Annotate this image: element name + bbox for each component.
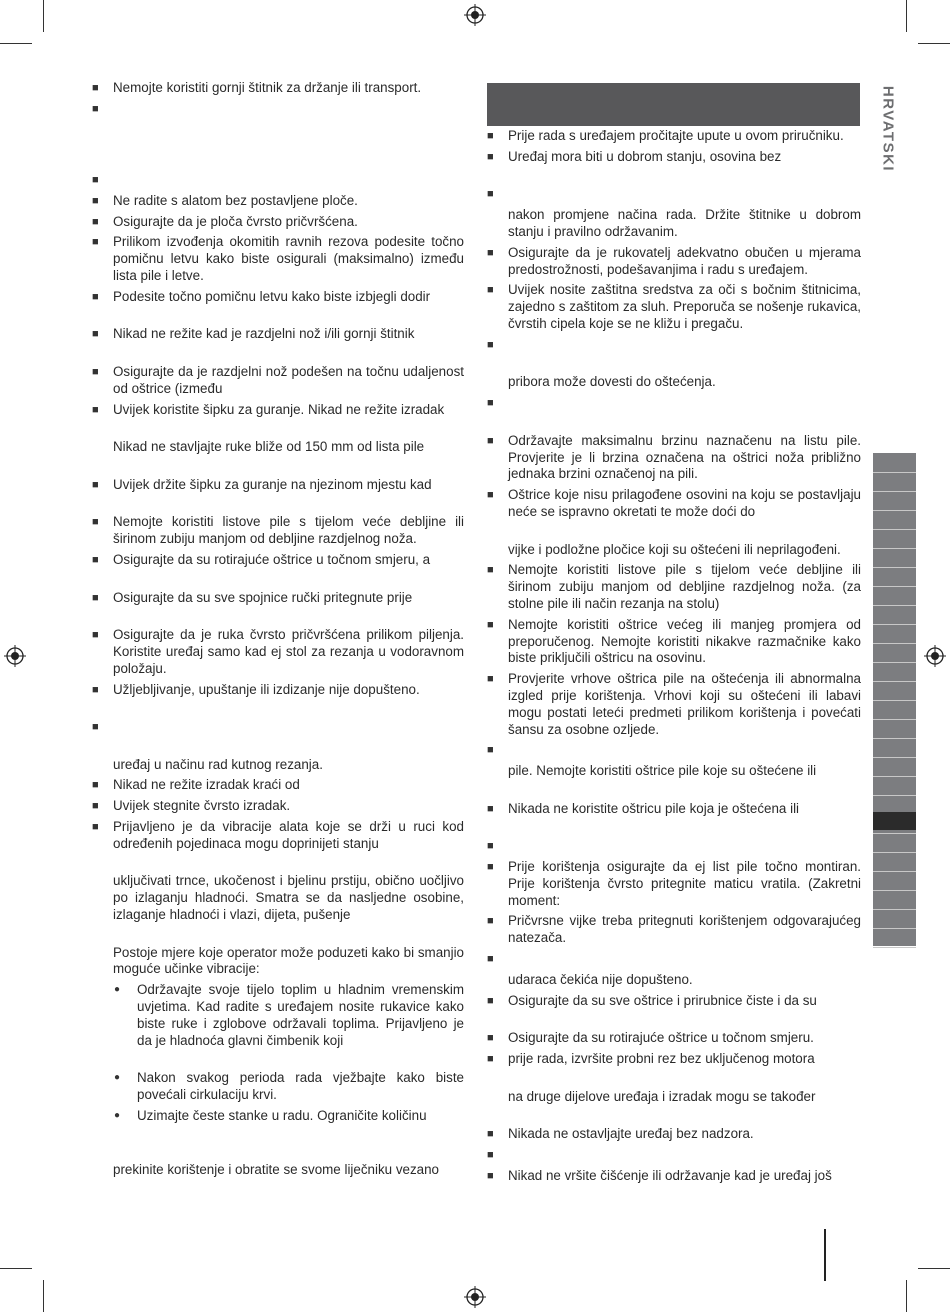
paragraph: na druge dijelove uređaja i izradak mogu se također	[508, 1088, 816, 1104]
bullet-text: Ne radite s alatom bez postavljene ploče.	[113, 192, 358, 208]
left-text-column	[92, 80, 464, 1183]
language-tab	[868, 84, 908, 174]
bullet-item	[487, 838, 861, 855]
bullet-item	[92, 80, 464, 97]
bullet-text: Prijavljeno je da vibracije alata koje se drži u ruci kod određenih pojedinaca mogu doprinijeti stanju	[113, 819, 464, 851]
square-bullet-icon: ■	[487, 618, 494, 631]
section-header-bar	[487, 83, 860, 126]
spacer	[92, 573, 464, 590]
bullet-text: Uređaj mora biti u dobrom stanju, osovina bez	[508, 148, 782, 164]
bullet-text: Podesite točno pomičnu letvu kako biste izbjegli dodir	[113, 288, 431, 304]
bullet-item	[92, 402, 464, 419]
spacer	[92, 740, 464, 757]
bullet-text: Prije rada s uređajem pročitajte upute u ovom priručniku.	[508, 128, 844, 143]
bullet-item	[92, 627, 464, 677]
tab-divider	[873, 624, 916, 625]
square-bullet-icon: ■	[487, 861, 494, 874]
square-bullet-icon: ■	[92, 800, 99, 813]
bullet-item	[92, 719, 464, 736]
bullet-text: Pričvrsne vijke treba pritegnuti korištenjem odgovarajućeg natezača.	[508, 913, 861, 946]
bullet-text: Osigurajte da je ploča čvrsto pričvršćena.	[113, 213, 358, 229]
bullet-text: Nikad ne vršite čišćenje ili održavanje kad je uređaj još	[508, 1167, 832, 1183]
bullet-item	[487, 1147, 861, 1164]
bullet-text: Uvijek stegnite čvrsto izradak.	[113, 798, 291, 814]
bullet-text: Održavajte maksimalnu brzinu naznačenu na listu pile. Provjerite je li brzina označena na oštrici noža približno jednaka brzini označenoj na pili.	[508, 432, 861, 482]
tab-divider	[873, 795, 916, 796]
bullet-text: Osigurajte da je ruka čvrsto pričvršćena prilikom piljenja. Koristite uređaj samo kad ej stol za rezanja u vodoravnom položaju.	[113, 627, 464, 676]
tab-divider	[873, 510, 916, 511]
square-bullet-icon: ■	[92, 403, 99, 416]
paragraph: vijke i podložne pločice koji su oštećeni ili neprilagođeni.	[508, 541, 841, 557]
square-bullet-icon: ■	[487, 246, 494, 259]
crop-mark	[906, 1280, 907, 1312]
spacer	[92, 610, 464, 627]
square-bullet-icon: ■	[487, 434, 494, 447]
paragraph: nakon promjene načina rada. Držite štitnike u dobrom stanju i pravilno održavanim.	[508, 207, 861, 239]
bullet-item	[487, 951, 861, 968]
bullet-item	[487, 859, 861, 909]
bullet-item	[92, 477, 464, 494]
bullet-item	[92, 682, 464, 699]
square-bullet-icon: ■	[92, 102, 99, 115]
square-bullet-icon: ■	[92, 779, 99, 792]
paragraph: udaraca čekića nije dopušteno.	[508, 971, 693, 987]
bullet-item	[487, 337, 861, 354]
square-bullet-icon: ■	[487, 744, 494, 757]
round-bullet-icon: ●	[114, 1072, 121, 1084]
bullet-text: Uvijek držite šipku za guranje na njezinom mjestu kad	[113, 476, 432, 492]
bullet-text: Provjerite vrhove oštrica pile na oštećenja ili abnormalna izgled prije korištenja. Vrhovi koji su oštećeni ili labavi mogu postati leteći predmeti prilikom korištenja i povećati šansu za osobne ozljede.	[508, 671, 861, 737]
tab-divider	[873, 548, 916, 549]
spacer	[92, 702, 464, 719]
spacer	[487, 784, 861, 801]
bullet-text: Nikada ne ostavljajte uređaj bez nadzora.	[508, 1126, 754, 1142]
spacer	[487, 821, 861, 838]
spacer	[92, 857, 464, 874]
bullet-item	[92, 819, 464, 853]
tab-divider	[873, 833, 916, 834]
tab-divider	[873, 700, 916, 701]
square-bullet-icon: ■	[487, 1032, 494, 1045]
bullet-text: Nikada ne koristite oštricu pile koja je oštećena ili	[508, 800, 800, 816]
square-bullet-icon: ■	[487, 1149, 494, 1162]
bullet-item	[487, 1126, 861, 1143]
tab-divider	[873, 757, 916, 758]
square-bullet-icon: ■	[92, 553, 99, 566]
crop-mark	[43, 0, 44, 32]
square-bullet-icon: ■	[92, 821, 99, 834]
tab-divider	[873, 928, 916, 929]
tab-divider	[873, 472, 916, 473]
bullet-item	[92, 234, 464, 284]
bullet-item	[487, 245, 861, 279]
bullet-item	[487, 1030, 861, 1047]
square-bullet-icon: ■	[92, 173, 99, 186]
bullet-item	[487, 671, 861, 738]
spacer	[487, 1013, 861, 1030]
crop-mark	[906, 0, 907, 32]
square-bullet-icon: ■	[487, 1053, 494, 1066]
square-bullet-icon: ■	[92, 290, 99, 303]
paragraph: uređaj u načinu rad kutnog rezanja.	[113, 756, 323, 772]
bullet-item	[487, 562, 861, 612]
registration-mark-icon	[4, 645, 26, 667]
bullet-item	[487, 149, 861, 166]
bullet-text: Nakon svakog perioda rada vježbajte kako biste povećali cirkulaciju krvi.	[137, 1070, 464, 1103]
bullet-item	[92, 514, 464, 548]
tab-divider	[873, 586, 916, 587]
square-bullet-icon: ■	[487, 1169, 494, 1182]
registration-mark-icon	[924, 645, 946, 667]
bullet-item	[92, 590, 464, 607]
square-bullet-icon: ■	[487, 150, 494, 163]
bullet-text: Prije korištenja osigurajte da ej list pile točno montiran. Prije korištenja čvrsto pritegnite maticu vratila. (Zakretni moment:	[508, 859, 861, 908]
bullet-text: prije rada, izvršite probni rez bez uključenog motora	[508, 1051, 815, 1067]
square-bullet-icon: ■	[92, 365, 99, 378]
bullet-text: Uvijek koristite šipku za guranje. Nikad ne režite izradak	[113, 401, 445, 417]
bullet-item	[487, 395, 861, 412]
bullet-text: Osigurajte da su rotirajuće oštrice u točnom smjeru.	[508, 1030, 814, 1046]
right-text-column	[487, 128, 861, 1189]
spacer	[92, 347, 464, 364]
tab-divider	[873, 567, 916, 568]
bullet-text: Održavajte svoje tijelo toplim u hladnim vremenskim uvjetima. Kad radite s uređajem nosite rukavice kako biste ruke i zglobove održavali toplima. Prijavljeno je da je hladnoća glavni čimbenik koji	[137, 982, 464, 1048]
square-bullet-icon: ■	[487, 188, 494, 201]
sub-bullet-item	[92, 982, 464, 1049]
square-bullet-icon: ■	[92, 629, 99, 642]
square-bullet-icon: ■	[92, 516, 99, 529]
bullet-item	[487, 617, 861, 667]
square-bullet-icon: ■	[92, 721, 99, 734]
square-bullet-icon: ■	[487, 489, 494, 502]
square-bullet-icon: ■	[92, 194, 99, 207]
tab-divider	[873, 662, 916, 663]
bullet-text: Nemojte koristiti listove pile s tijelom veće debljine ili širinom zubiju manjom od debljine razdjelnog noža.	[113, 514, 464, 547]
bullet-text: Uvijek nosite zaštitna sredstva za oči s bočnim štitnicima, zajedno s zaštitom za sluh. Preporuča se nošenje rukavica, čvrstih cipela koje se ne kližu i pregaču.	[508, 282, 861, 331]
tab-divider	[873, 852, 916, 853]
bullet-item	[487, 742, 861, 759]
tab-divider	[873, 643, 916, 644]
square-bullet-icon: ■	[487, 953, 494, 966]
bullet-item	[487, 433, 861, 483]
bullet-item	[487, 128, 861, 145]
square-bullet-icon: ■	[487, 564, 494, 577]
tab-divider	[873, 719, 916, 720]
bullet-text: Uzimajte česte stanke u radu. Ograničite količinu	[137, 1107, 427, 1123]
spacer	[487, 1109, 861, 1126]
tab-divider	[873, 681, 916, 682]
bullet-item	[487, 282, 861, 332]
spacer	[92, 460, 464, 477]
tab-divider	[873, 738, 916, 739]
square-bullet-icon: ■	[92, 683, 99, 696]
crop-mark	[918, 1268, 950, 1269]
bullet-text: Prilikom izvođenja okomitih ravnih rezova podesite točno pomičnu letvu kako biste osigurali (maksimalno) između lista pile i letve.	[113, 234, 464, 283]
bullet-item	[487, 487, 861, 521]
bullet-item	[487, 1168, 861, 1185]
square-bullet-icon: ■	[92, 591, 99, 604]
bullet-text: Osigurajte da je razdjelni nož podešen na točnu udaljenost od oštrice (između	[113, 363, 464, 396]
square-bullet-icon: ■	[487, 915, 494, 928]
round-bullet-icon: ●	[114, 1109, 121, 1121]
bullet-text: Osigurajte da su sve spojnice ručki pritegnute prije	[113, 589, 413, 605]
spacer	[92, 122, 464, 172]
spacer	[487, 416, 861, 433]
bullet-item	[92, 552, 464, 569]
bullet-item	[92, 777, 464, 794]
bullet-text: Osigurajte da su sve oštrice i prirubnice čiste i da su	[508, 992, 817, 1008]
bullet-item	[487, 801, 861, 818]
bullet-text: Nemojte koristiti listove pile s tijelom veće debljine ili širinom zubiju manjom od debljine razdjelnog noža. (za stolne pile ili način rezanja na stolu)	[508, 562, 861, 611]
tab-divider	[873, 491, 916, 492]
crop-mark	[918, 43, 950, 44]
square-bullet-icon: ■	[92, 236, 99, 249]
bullet-text: Osigurajte da su rotirajuće oštrice u točnom smjeru, a	[113, 551, 431, 567]
bullet-item	[92, 172, 464, 189]
bullet-item	[487, 993, 861, 1010]
registration-mark-icon	[464, 1286, 486, 1308]
spacer	[487, 358, 861, 375]
square-bullet-icon: ■	[487, 130, 494, 142]
square-bullet-icon: ■	[487, 338, 494, 351]
sub-bullet-item	[92, 1070, 464, 1104]
bullet-text: Nemojte koristiti gornji štitnik za držanje ili transport.	[113, 80, 422, 95]
crop-mark	[0, 1268, 32, 1269]
spacer	[92, 1053, 464, 1070]
paragraph: uključivati trnce, ukočenost i bjelinu prstiju, obično uočljivo po izlaganju hladnoći. Smatra se da nasljedne osobine, izlaganje hladnoći i vlazi, dijeta, pušenje	[113, 873, 464, 923]
bullet-item	[92, 364, 464, 398]
square-bullet-icon: ■	[487, 840, 494, 853]
paragraph: pile. Nemojte koristiti oštrice pile koje su oštećene ili	[508, 763, 817, 779]
tab-divider	[873, 776, 916, 777]
bullet-item	[92, 214, 464, 231]
paragraph: pribora može dovesti do oštećenja.	[508, 374, 716, 390]
square-bullet-icon: ■	[487, 1128, 494, 1141]
registration-mark-icon	[464, 4, 486, 26]
spacer	[92, 928, 464, 945]
spacer	[487, 525, 861, 542]
bullet-text: Nikad ne režite kad je razdjelni nož i/ili gornji štitnik	[113, 326, 415, 342]
bullet-item	[487, 913, 861, 947]
bullet-item	[92, 193, 464, 210]
square-bullet-icon: ■	[487, 802, 494, 815]
paragraph: Nikad ne stavljajte ruke bliže od 150 mm od lista pile	[113, 439, 425, 455]
bullet-text: Nemojte koristiti oštrice većeg ili manjeg promjera od preporučenog. Nemojte koristiti nikakve razmačnike kako biste priključili oštricu na osovinu.	[508, 616, 861, 666]
bullet-text: Osigurajte da je rukovatelj adekvatno obučen u mjerama predostrožnosti, podešavanjima i radu s uređajem.	[508, 244, 861, 277]
tab-divider	[873, 947, 916, 948]
bullet-text: Užljebljivanje, upuštanje ili izdizanje nije dopušteno.	[113, 681, 420, 697]
thumb-index-tabs	[873, 453, 916, 946]
tab-divider	[873, 871, 916, 872]
bullet-text: Nikad ne režite izradak kraći od	[113, 777, 300, 793]
square-bullet-icon: ■	[487, 397, 494, 410]
round-bullet-icon: ●	[114, 984, 121, 996]
tab-divider	[873, 890, 916, 891]
bullet-item	[92, 101, 464, 118]
paragraph: prekinite korištenje i obratite se svome liječniku vezano	[113, 1162, 439, 1178]
crop-mark	[0, 43, 32, 44]
bullet-item	[92, 289, 464, 306]
bullet-item	[92, 798, 464, 815]
spacer	[92, 1129, 464, 1163]
square-bullet-icon: ■	[92, 215, 99, 228]
spacer	[92, 310, 464, 327]
tab-divider	[873, 605, 916, 606]
square-bullet-icon: ■	[92, 82, 99, 94]
page-marker-bar	[824, 1229, 826, 1281]
square-bullet-icon: ■	[487, 673, 494, 686]
sub-bullet-item	[92, 1108, 464, 1125]
tab-divider	[873, 909, 916, 910]
square-bullet-icon: ■	[92, 478, 99, 491]
spacer	[487, 1072, 861, 1089]
bullet-item	[92, 326, 464, 343]
language-label: HRVATSKI	[879, 85, 897, 173]
bullet-item	[487, 186, 861, 203]
tab-divider	[873, 529, 916, 530]
paragraph: Postoje mjere koje operator može poduzeti kako bi smanjio moguće učinke vibracije:	[113, 944, 464, 977]
square-bullet-icon: ■	[487, 284, 494, 297]
square-bullet-icon: ■	[92, 328, 99, 341]
spacer	[92, 498, 464, 515]
bullet-text: Oštrice koje nisu prilagođene osovini na koju se postavljaju neće se ispravno okretati te može doći do	[508, 487, 861, 519]
bullet-item	[487, 1051, 861, 1068]
square-bullet-icon: ■	[487, 994, 494, 1007]
active-language-tab	[873, 812, 916, 830]
crop-mark	[43, 1280, 44, 1312]
spacer	[487, 170, 861, 187]
spacer	[92, 422, 464, 439]
